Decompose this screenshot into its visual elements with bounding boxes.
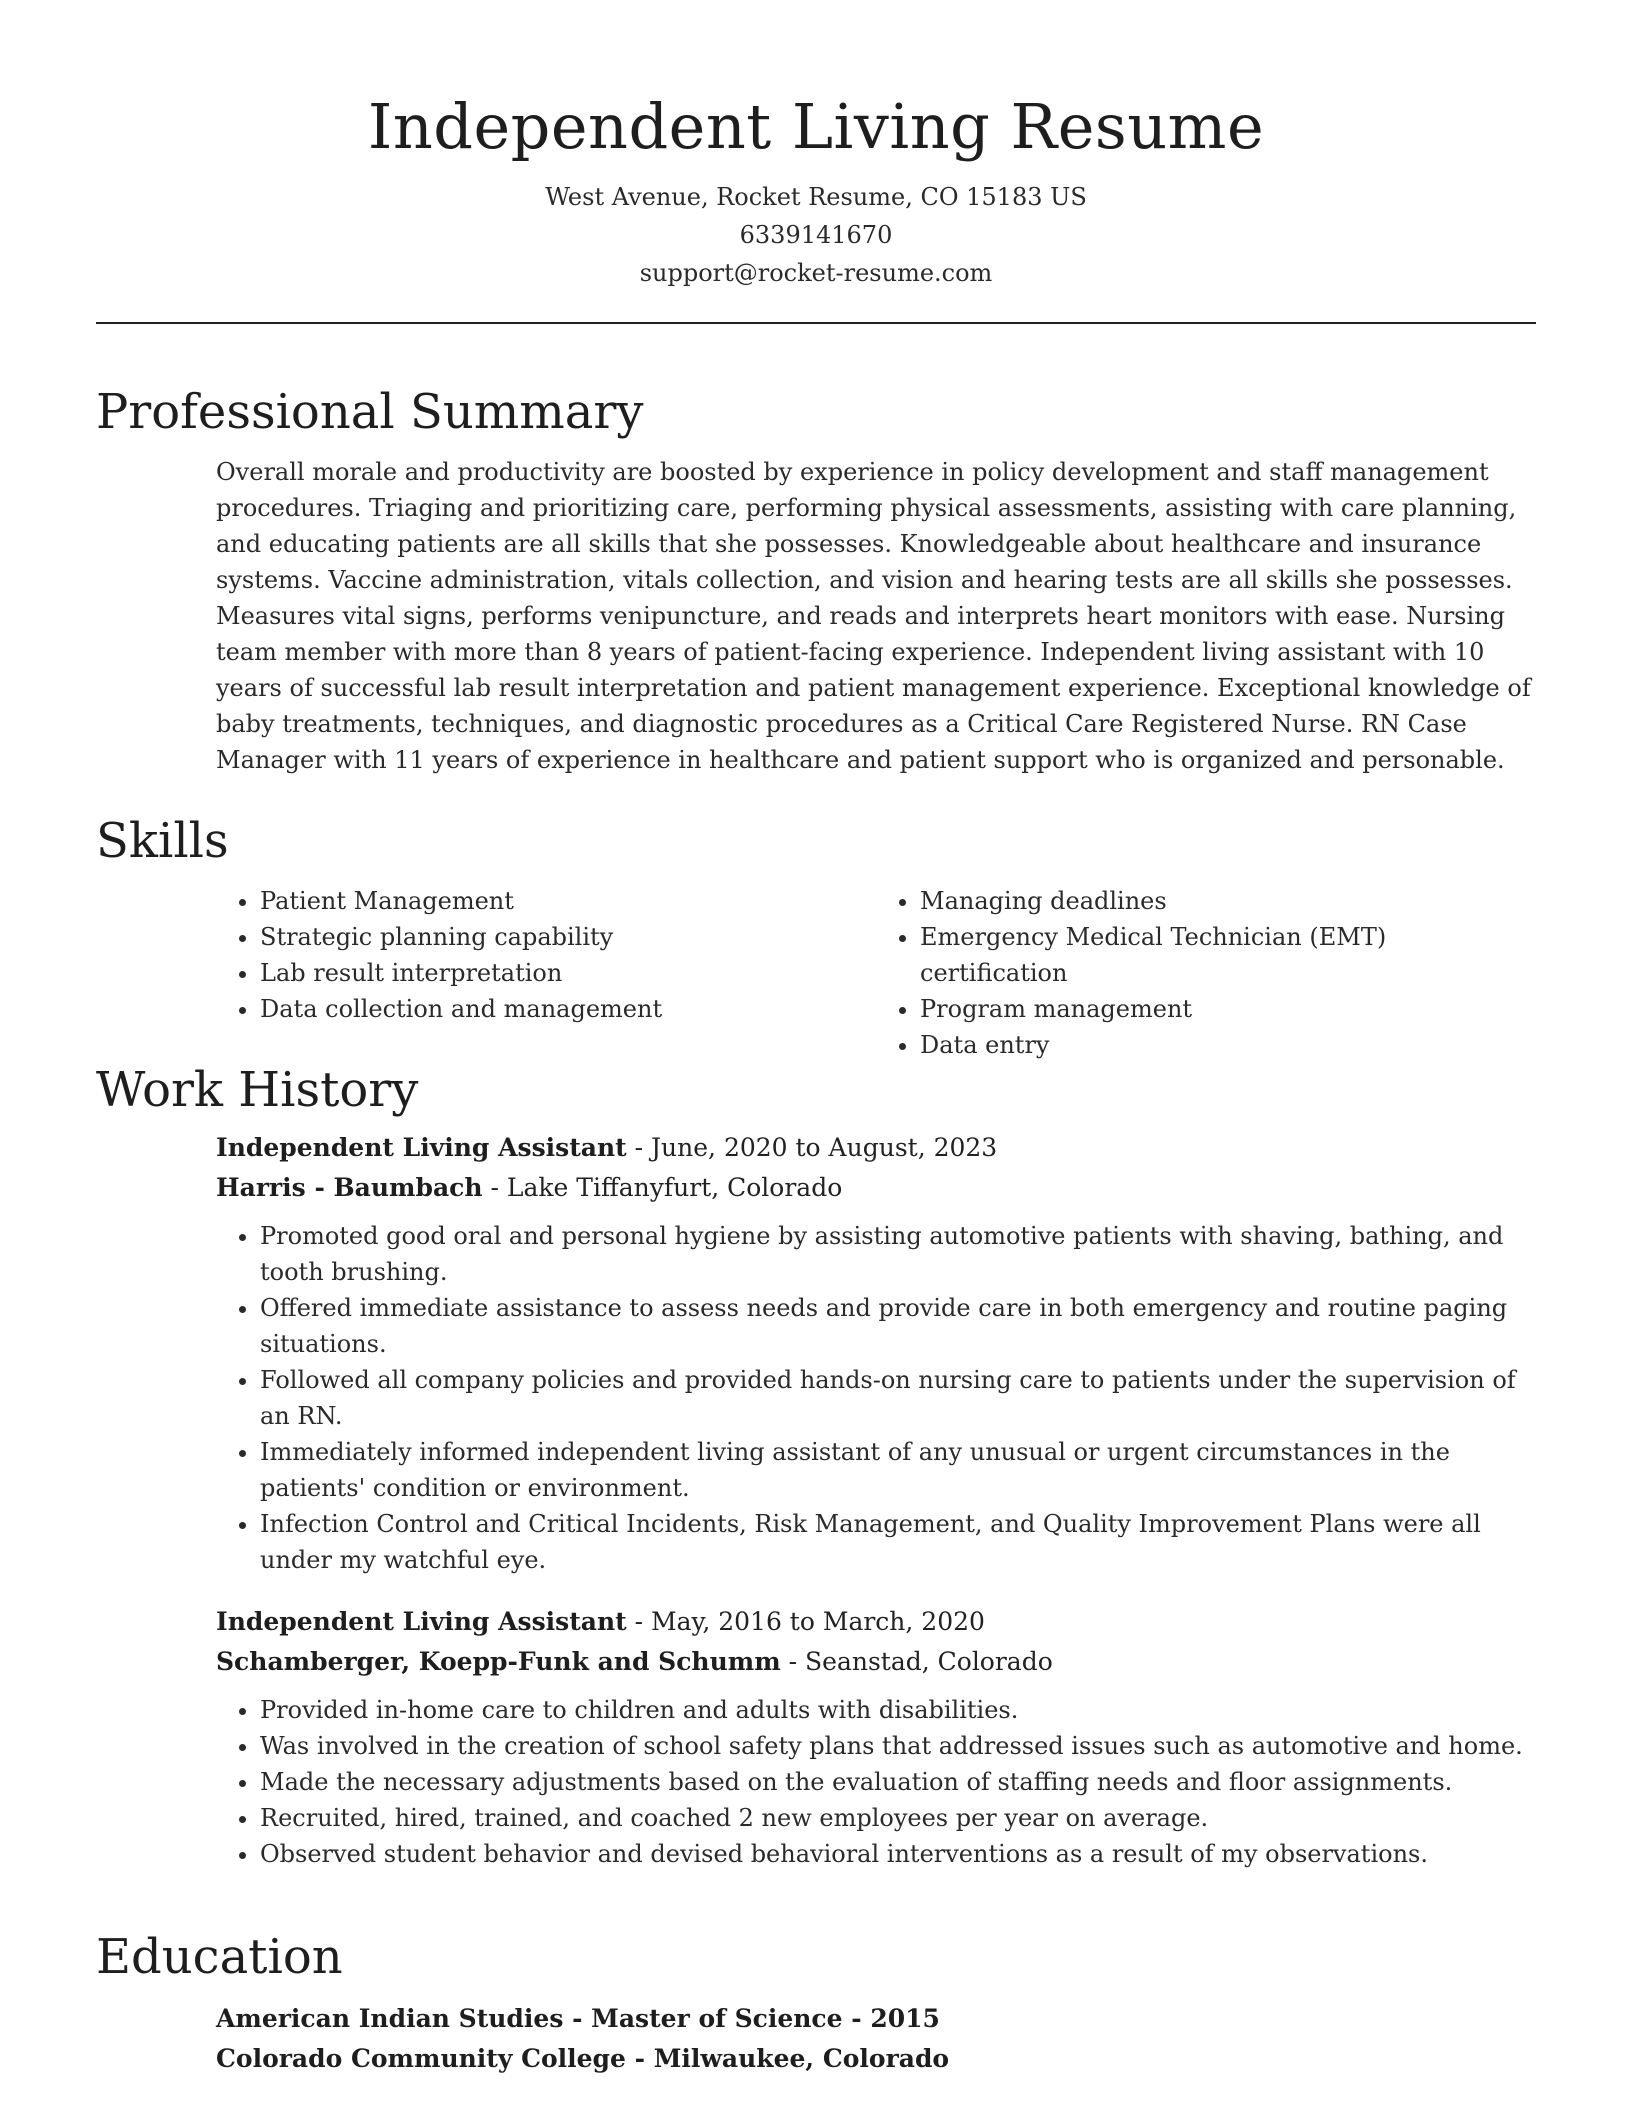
skills-list-left xyxy=(216,883,876,1063)
job-title-line xyxy=(216,1602,1536,1642)
job-bullet: • Infection Control and Critical Incidents, Risk Management, and Quality Improvement Plans were all under my watchful eye. xyxy=(260,1506,1536,1578)
job-dates: - May, 2016 to March, 2020 xyxy=(626,1607,985,1636)
job-location: - Seanstad, Colorado xyxy=(780,1647,1053,1676)
job-dates: - June, 2020 to August, 2023 xyxy=(626,1133,998,1162)
skills-grid xyxy=(216,883,1536,1063)
job-location: - Lake Tiffanyfurt, Colorado xyxy=(482,1173,843,1202)
skill-item: • Program management xyxy=(920,991,1536,1027)
job-entry xyxy=(216,1602,1536,1872)
work-title: Work History xyxy=(96,1062,419,1118)
job-bullet: • Followed all company policies and provided hands-on nursing care to patients under the supervision of an RN. xyxy=(260,1362,1536,1434)
education-title: Education xyxy=(96,1929,343,1985)
job-company-line xyxy=(216,1168,1536,1208)
job-company-line xyxy=(216,1642,1536,1682)
job-company: Harris - Baumbach xyxy=(216,1173,483,1202)
job-role: Independent Living Assistant xyxy=(216,1607,627,1636)
contact-block xyxy=(96,178,1536,292)
job-role: Independent Living Assistant xyxy=(216,1133,627,1162)
job-bullet: • Made the necessary adjustments based on the evaluation of staffing needs and floor assignments. xyxy=(260,1764,1536,1800)
job-bullet: • Provided in-home care to children and adults with disabilities. xyxy=(260,1692,1536,1728)
job-bullet: • Immediately informed independent living assistant of any unusual or urgent circumstances in the patients' condition or environment. xyxy=(260,1434,1536,1506)
resume-header xyxy=(96,0,1536,324)
skill-item: • Data entry xyxy=(920,1027,1536,1063)
contact-address: West Avenue, Rocket Resume, CO 15183 US xyxy=(545,183,1087,211)
job-bullet: • Promoted good oral and personal hygiene by assisting automotive patients with shaving, bathing, and tooth brushing. xyxy=(260,1218,1536,1290)
education-degree-line: American Indian Studies - Master of Science - 2015 xyxy=(216,2004,940,2033)
summary-title: Professional Summary xyxy=(96,384,644,440)
skill-item: • Emergency Medical Technician (EMT) certification xyxy=(920,919,1536,991)
skills-title: Skills xyxy=(96,813,229,869)
skills-list-right xyxy=(876,883,1536,1063)
skill-item: • Lab result interpretation xyxy=(260,955,876,991)
job-bullet: • Offered immediate assistance to assess needs and provide care in both emergency and routine paging situations. xyxy=(260,1290,1536,1362)
resume-page xyxy=(96,0,1536,2073)
skill-item: • Strategic planning capability xyxy=(260,919,876,955)
skill-item: • Data collection and management xyxy=(260,991,876,1027)
summary-content xyxy=(216,454,1536,778)
skill-item: • Managing deadlines xyxy=(920,883,1536,919)
job-entry xyxy=(216,1128,1536,1578)
work-section xyxy=(96,1060,1536,1872)
job-bullet: • Observed student behavior and devised behavioral interventions as a result of my observations. xyxy=(260,1836,1536,1872)
education-content xyxy=(216,1999,1536,2079)
skill-item: • Patient Management xyxy=(260,883,876,919)
job-bullet: • Recruited, hired, trained, and coached 2 new employees per year on average. xyxy=(260,1800,1536,1836)
contact-phone: 6339141670 xyxy=(739,221,893,249)
skills-section xyxy=(96,811,1536,1063)
job-title-line xyxy=(216,1128,1536,1168)
job-company: Schamberger, Koepp-Funk and Schumm xyxy=(216,1647,781,1676)
header-divider xyxy=(96,322,1536,324)
contact-email: support@rocket-resume.com xyxy=(639,259,993,287)
job-bullet: • Was involved in the creation of school safety plans that addressed issues such as automotive and home. xyxy=(260,1728,1536,1764)
education-school-line: Colorado Community College - Milwaukee, Colorado xyxy=(216,2044,950,2073)
resume-name: Independent Living Resume xyxy=(367,90,1265,163)
education-section xyxy=(96,1927,1536,2079)
summary-section xyxy=(96,382,1536,778)
job-bullets xyxy=(216,1218,1536,1578)
job-bullets xyxy=(216,1692,1536,1872)
summary-text: Overall morale and productivity are boosted by experience in policy development and staff management procedures. Triaging and prioritizing care, performing physical assessments, assisting with care planning, and educating patients are all skills that she possesses. Knowledgeable about healthcare and insurance systems. Vaccine administration, vitals collection, and vision and hearing tests are all skills she possesses. Measures vital signs, performs venipuncture, and reads and interprets heart monitors with ease. Nursing team member with more than 8 years of patient-facing experience. Independent living assistant with 10 years of successful lab result interpretation and patient management experience. Exceptional knowledge of baby treatments, techniques, and diagnostic procedures as a Critical Care Registered Nurse. RN Case Manager with 11 years of experience in healthcare and patient support who is organized and personable. xyxy=(216,458,1531,774)
